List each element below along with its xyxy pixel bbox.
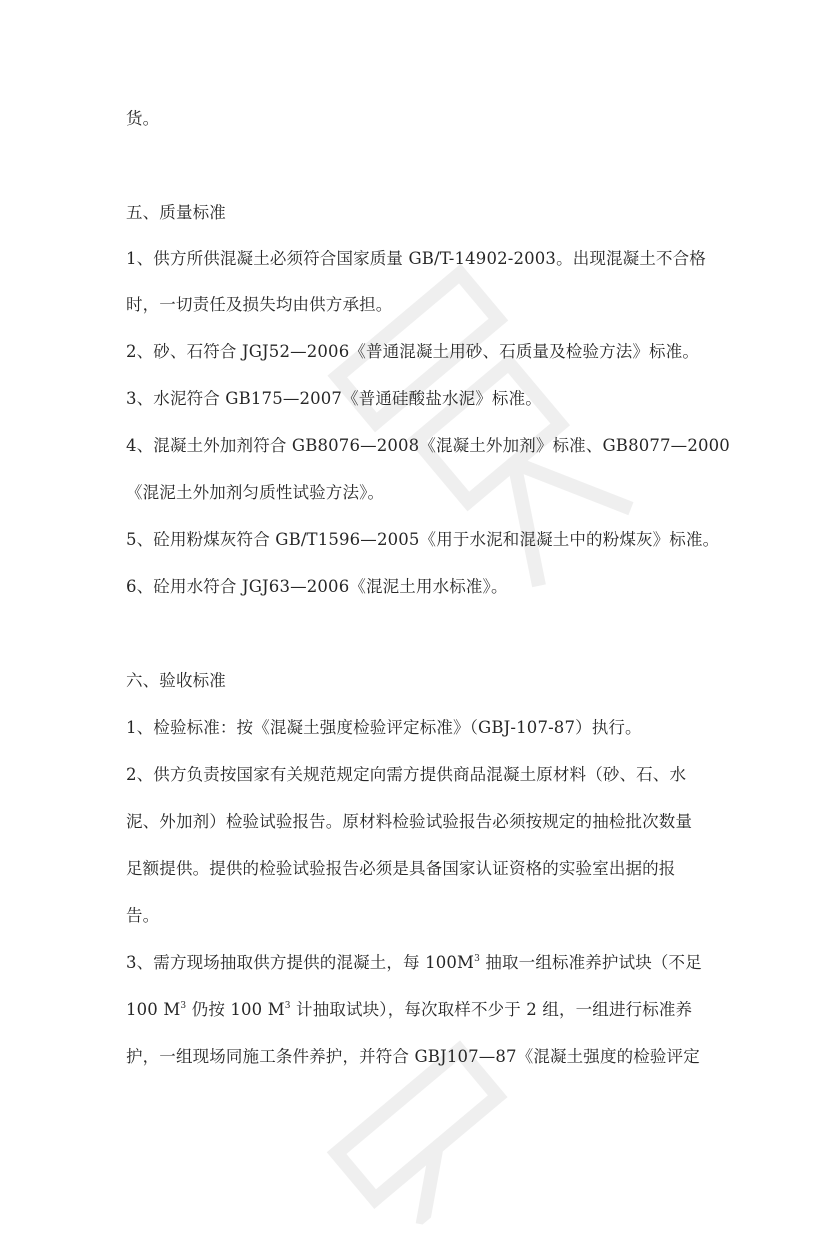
text-line-17	[126, 952, 702, 974]
text-line-4: 时，一切责任及损失均由供方承担。	[126, 295, 393, 314]
text-line-6: 3、水泥符合 GB175—2007《普通硅酸盐水泥》标准。	[126, 389, 542, 408]
text-segment: 3、需方现场抽取供方提供的混凝土，每 100M	[126, 953, 475, 972]
text-line-18	[126, 999, 692, 1021]
text-line-16: 告。	[126, 906, 160, 925]
text-line-8: 《混泥土外加剂匀质性试验方法》。	[126, 483, 385, 502]
text-line-3: 1、供方所供混凝土必须符合国家质量 GB/T-14902-2003。出现混凝土不合格	[126, 249, 706, 268]
text-line-9: 5、砼用粉煤灰符合 GB/T1596—2005《用于水泥和混凝土中的粉煤灰》标准。	[126, 530, 720, 549]
superscript: 3	[180, 1001, 187, 1011]
text-segment: 100 M	[126, 1000, 181, 1019]
section-heading-acceptance: 六、验收标准	[126, 671, 226, 690]
text-line-10: 6、砼用水符合 JGJ63—2006《混泥土用水标准》。	[126, 577, 508, 596]
text-line-7: 4、混凝土外加剂符合 GB8076—2008《混凝土外加剂》标准、GB8077—2000	[126, 436, 730, 455]
text-line-13: 2、供方负责按国家有关规范规定向需方提供商品混凝土原材料（砂、石、水	[126, 765, 687, 784]
section-heading-quality: 五、质量标准	[126, 203, 226, 222]
superscript: 3	[474, 954, 480, 964]
text-line-19: 护，一组现场同施工条件养护，并符合 GBJ107—87《混凝土强度的检验评定	[126, 1047, 700, 1066]
text-line-14: 泥、外加剂）检验试验报告。原材料检验试验报告必须按规定的抽检批次数量	[126, 812, 693, 831]
text-line-12: 1、检验标准：按《混凝土强度检验评定标准》（GBJ-107-87）执行。	[126, 718, 642, 737]
text-line-1: 货。	[126, 109, 160, 128]
text-segment: 计抽取试块），每次取样不少于 2 组，一组进行标准养	[290, 1000, 693, 1019]
text-segment: 抽取一组标准养护试块（不足	[479, 953, 702, 972]
text-line-15: 足额提供。提供的检验试验报告必须是具备国家认证资格的实验室出据的报	[126, 859, 676, 878]
text-segment: 仍按 100 M	[186, 1000, 285, 1019]
text-line-5: 2、砂、石符合 JGJ52—2006《普通混凝土用砂、石质量及检验方法》标准。	[126, 342, 699, 361]
superscript: 3	[284, 1001, 291, 1011]
